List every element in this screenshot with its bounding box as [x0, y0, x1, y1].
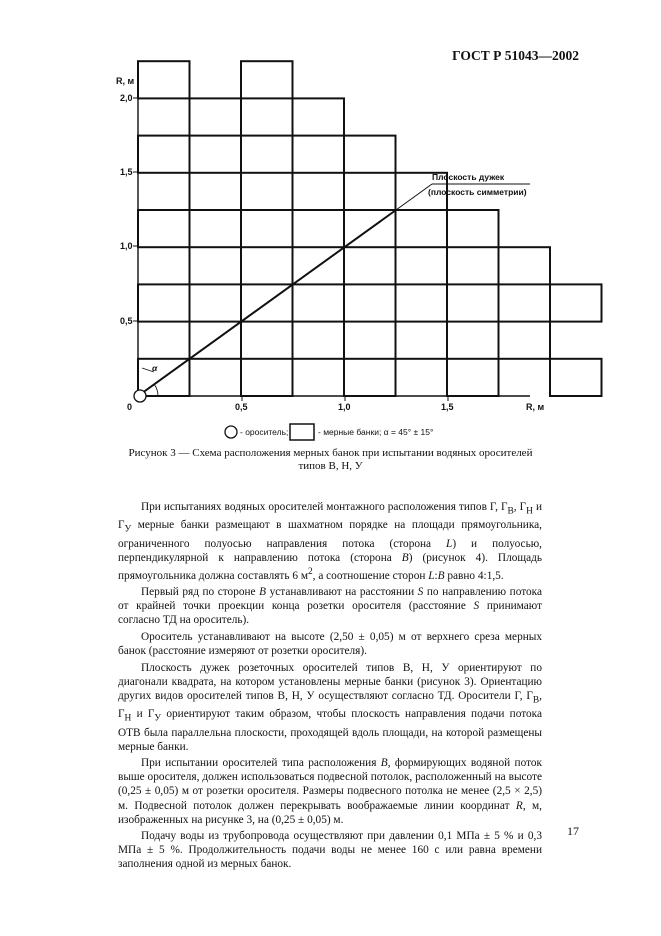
- x-axis-label: R, м: [526, 402, 545, 412]
- paragraph: Первый ряд по стороне B устанавливают на расстоянии S по направлению потока от крайней точки проекции конца розетки оросителя (расстояние S принимают согласно ТД на ороситель).: [118, 586, 542, 627]
- measuring-can: [190, 247, 242, 284]
- paragraph: Ороситель устанавливают на высоте (2,50 ± 0,05) м от верхнего среза мерных банок (расстояние измеряют от розетки оросителя).: [118, 631, 542, 658]
- plane-label-2: (плоскость симметрии): [428, 187, 527, 197]
- measuring-can: [396, 247, 448, 284]
- legend-can-icon: [290, 424, 314, 440]
- measuring-can: [396, 322, 448, 359]
- sprinkler-marker: [134, 390, 146, 402]
- measuring-can: [447, 359, 499, 396]
- measuring-can: [241, 136, 293, 173]
- y-axis-label: R, м: [116, 76, 135, 86]
- measuring-can: [241, 61, 293, 98]
- paragraph: Плоскость дужек розеточных оросителей типов В, Н, У ориентируют по диагонали квадрата, на котором установлены мерные банки (рисунок 3). Ориентацию других видов оросителей типов В, Н, У осуществляют согласно ТД. Оросители Г, $Г_В$, $Г_Н$ и $Г_У$ ориентируют таким образом, чтобы плоскость направления подачи потока ОТВ была параллельна плоскости, проходящей вдоль площади, на которой размещены мерные банки.: [118, 661, 542, 753]
- alpha-label: α: [152, 363, 158, 373]
- measuring-can: [447, 284, 499, 321]
- measuring-can: [241, 359, 293, 396]
- measuring-can: [138, 284, 190, 321]
- paragraph: Подачу воды из трубопровода осуществляют при давлении 0,1 МПа ± 5 % и 0,3 МПа ± 5 %. Продолжительность подачи воды не менее 160 с или равна времени заполнения одной из мерных банок.: [118, 830, 542, 871]
- measuring-can: [344, 284, 396, 321]
- x-tick-label: 1,0: [338, 402, 351, 412]
- measuring-can: [138, 210, 190, 247]
- document-header: ГОСТ Р 51043—2002: [452, 48, 579, 63]
- legend-cans-label: - мерные банки; α = 45° ± 15°: [318, 427, 434, 437]
- measuring-can: [550, 359, 602, 396]
- y-tick-label: 1,0: [120, 241, 133, 251]
- measuring-can: [138, 136, 190, 173]
- caption-line-2: типов В, Н, У: [298, 460, 363, 472]
- y-tick-label: 0,5: [120, 316, 133, 326]
- paragraph: При испытании оросителей типа расположения B, формирующих водяной поток выше оросителя, должен использоваться подвесной потолок, расположенный на высоте (0,25 ± 0,05) м от розетки оросителя. Размеры подвесного потолка не менее (2,5 × 2,5) м. Подвесной потолок должен перекрывать воображаемые линии координат R, м, изображенных на рисунке 3, на (0,25 ± 0,05) м.: [118, 757, 543, 826]
- measuring-can: [550, 284, 602, 321]
- measuring-can: [344, 359, 396, 396]
- measuring-can: [190, 173, 242, 210]
- measuring-can: [344, 136, 396, 173]
- measuring-can: [138, 61, 190, 98]
- measuring-can: [190, 98, 242, 135]
- legend-sprinkler-icon: [225, 426, 237, 438]
- measuring-can: [499, 322, 551, 359]
- measuring-can: [293, 322, 345, 359]
- body-text: [118, 500, 542, 874]
- plane-label: Плоскость дужек: [432, 172, 505, 182]
- y-tick-label: 2,0: [120, 93, 133, 103]
- figure-caption: [110, 447, 551, 473]
- measuring-can: [241, 210, 293, 247]
- origin-label: 0: [127, 402, 133, 412]
- y-tick-label: 1,5: [120, 167, 133, 177]
- measuring-can: [293, 98, 345, 135]
- legend-sprinkler-label: - ороситель;: [240, 427, 289, 437]
- x-tick-label: 0,5: [235, 402, 248, 412]
- paragraph: При испытаниях водяных оросителей монтажного расположения типов Г, $Г_В$, $Г_Н$ и $Г_У$ мерные банки размещают в шахматном порядке на площади прямоугольника, ограниченного полуосью направления потока (сторона L) и полуосью, перпендикулярной к направлению потока (сторона B) (рисунок 4). Площадь прямоугольника должна составлять 6 $м^2$, а соотношение сторон L:B равно 4:1,5.: [118, 501, 542, 582]
- x-tick-label: 1,5: [441, 402, 454, 412]
- page-number: 17: [567, 824, 579, 838]
- measuring-can: [293, 173, 345, 210]
- measuring-can: [499, 247, 551, 284]
- caption-line-1: Рисунок 3 — Схема расположения мерных банок при испытании водяных оросителей: [128, 447, 533, 459]
- measuring-can: [447, 210, 499, 247]
